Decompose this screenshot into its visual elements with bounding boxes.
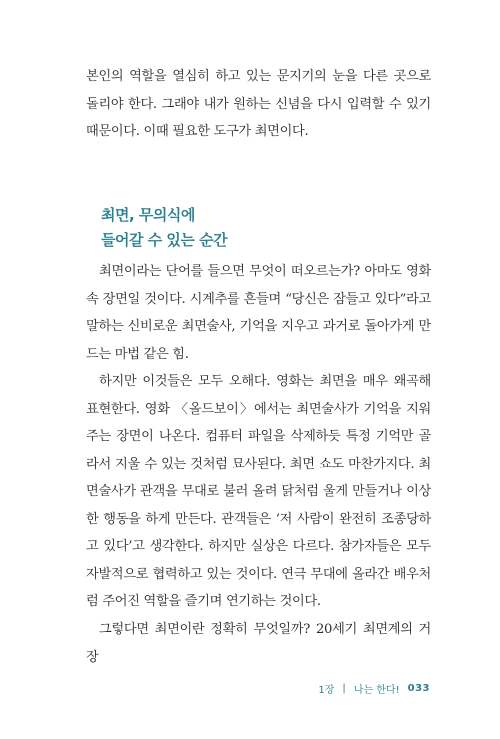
body-paragraph-1: 최면이라는 단어를 들으면 무엇이 떠오르는가? 아마도 영화 속 장면일 것이다. 시계추를 흔들며 “당신은 잠들고 있다”라고 말하는 신비로운 최면술사, 기억을 지우고 과거로 돌아가게 만드는 마법 같은 힘. [86, 264, 431, 362]
page-number: 033 [407, 683, 430, 694]
section-heading [101, 203, 227, 253]
footer-separator: | [342, 683, 346, 694]
footer-chapter: 1장 [318, 685, 335, 696]
body-paragraph-2: 하지만 이것들은 모두 오해다. 영화는 최면을 매우 왜곡해 표현한다. 영화 〈올드보이〉에서는 최면술사가 기억을 지워 주는 장면이 나온다. 컴퓨터 파일을 삭제하듯 특정 기억만 골라서 지울 수 있는 것처럼 묘사된다. 최면 쇼도 마찬가지다. 최면술사가 관객을 무대로 불러 올려 닭처럼 울게 만들거나 이상한 행동을 하게 만든다. 관객들은 ‘저 사람이 완전히 조종당하고 있다’고 생각한다. 하지만 실상은 다르다. 참가자들은 모두 자발적으로 협력하고 있는 것이다. 연극 무대에 올라간 배우처럼 주어진 역할을 즐기며 연기하는 것이다. [86, 374, 431, 609]
intro-paragraph: 본인의 역할을 열심히 하고 있는 문지기의 눈을 다른 곳으로 돌리야 한다. 그래야 내가 원하는 신념을 다시 입력할 수 있기 때문이다. 이때 필요한 도구가 최면이다. [86, 69, 431, 139]
footer-chapter-title: 나는 한다! [353, 685, 400, 696]
section-heading-line-2: 들어갈 수 있는 순간 [101, 231, 228, 249]
section-heading-line-1: 최면, 무의식에 [101, 206, 195, 224]
body-paragraph-3: 그렇다면 최면이란 정확히 무엇일까? 20세기 최면계의 거장 [86, 622, 431, 665]
running-footer [318, 681, 430, 696]
